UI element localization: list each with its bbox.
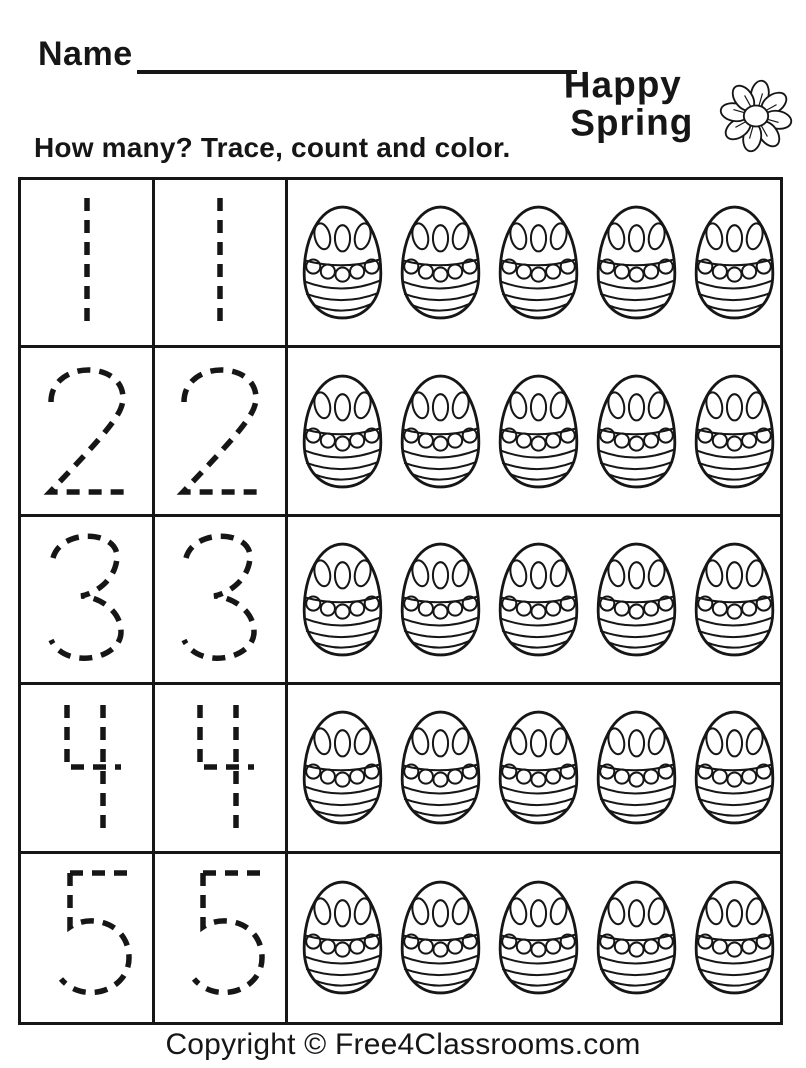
easter-egg-icon: [493, 372, 584, 491]
trace-number-2: [170, 356, 270, 506]
eggs-row-5: [288, 854, 780, 1022]
easter-egg-icon: [297, 708, 388, 827]
flower-icon: [714, 78, 798, 154]
easter-egg-icon: [689, 708, 780, 827]
trace-cell-1-1: [21, 180, 155, 348]
trace-cell-4-1: [21, 685, 155, 853]
trace-number-1: [170, 188, 270, 338]
easter-egg-icon: [591, 708, 682, 827]
eggs-row-3: [288, 517, 780, 685]
trace-number-1: [37, 188, 137, 338]
trace-number-4: [37, 693, 137, 843]
easter-egg-icon: [689, 372, 780, 491]
easter-egg-icon: [591, 878, 682, 997]
trace-cell-5-1: [21, 854, 155, 1022]
trace-number-2: [37, 356, 137, 506]
easter-egg-icon: [297, 372, 388, 491]
name-row: [38, 30, 578, 74]
trace-cell-4-2: [155, 685, 288, 853]
easter-egg-icon: [493, 878, 584, 997]
trace-number-4: [170, 693, 270, 843]
copyright-text: Copyright © Free4Classrooms.com: [165, 1028, 641, 1061]
easter-egg-icon: [297, 203, 388, 322]
eggs-row-1: [288, 180, 780, 348]
trace-cell-3-2: [155, 517, 288, 685]
easter-egg-icon: [297, 540, 388, 659]
banner-line2: Spring: [569, 101, 694, 144]
trace-cell-2-1: [21, 348, 155, 516]
easter-egg-icon: [395, 203, 486, 322]
easter-egg-icon: [689, 878, 780, 997]
trace-number-5: [170, 863, 270, 1013]
trace-number-3: [37, 524, 137, 674]
easter-egg-icon: [395, 372, 486, 491]
easter-egg-icon: [493, 203, 584, 322]
easter-egg-icon: [591, 372, 682, 491]
easter-egg-icon: [689, 203, 780, 322]
easter-egg-icon: [689, 540, 780, 659]
trace-cell-1-2: [155, 180, 288, 348]
easter-egg-icon: [493, 540, 584, 659]
banner-line1: Happy: [563, 63, 683, 106]
name-label: Name: [38, 35, 133, 73]
worksheet-table: [18, 177, 783, 1025]
easter-egg-icon: [395, 708, 486, 827]
trace-cell-3-1: [21, 517, 155, 685]
name-blank-line: [137, 30, 577, 74]
happy-spring-banner: [564, 65, 694, 142]
trace-number-3: [170, 524, 270, 674]
trace-number-5: [37, 863, 137, 1013]
easter-egg-icon: [395, 540, 486, 659]
instruction-text: How many? Trace, count and color.: [34, 132, 511, 163]
easter-egg-icon: [591, 203, 682, 322]
eggs-row-4: [288, 685, 780, 853]
trace-cell-2-2: [155, 348, 288, 516]
eggs-row-2: [288, 348, 780, 516]
easter-egg-icon: [493, 708, 584, 827]
easter-egg-icon: [395, 878, 486, 997]
easter-egg-icon: [591, 540, 682, 659]
trace-cell-5-2: [155, 854, 288, 1022]
easter-egg-icon: [297, 878, 388, 997]
